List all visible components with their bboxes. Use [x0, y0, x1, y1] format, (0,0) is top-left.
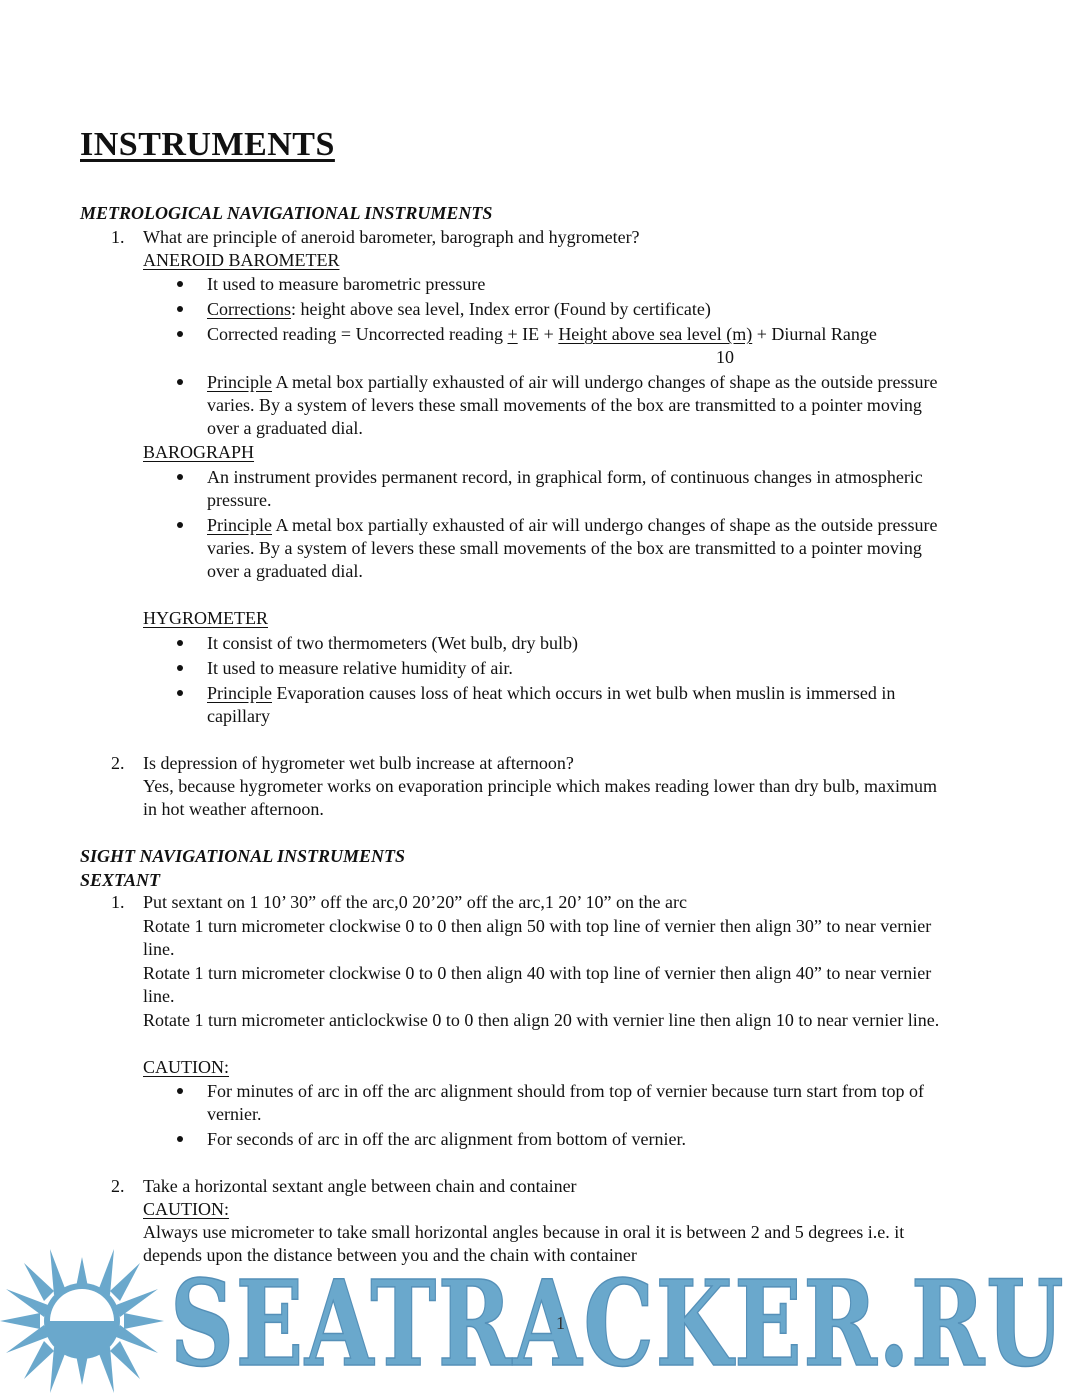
answer-text: in hot weather afternoon.: [143, 799, 324, 819]
question-number: 1.: [111, 227, 125, 247]
bullet-icon: [177, 379, 183, 385]
answer-text: Rotate 1 turn micrometer clockwise 0 to 0 then align 40 with top line of vernier then align 40” to near vernier: [143, 963, 932, 983]
list-item-continuation: vernier.: [207, 1104, 262, 1124]
list-item: It consist of two thermometers (Wet bulb, dry bulb): [207, 633, 578, 653]
bullet-icon: [177, 1136, 183, 1142]
list-item: [207, 514, 938, 537]
bullet-icon: [177, 331, 183, 337]
list-item: [207, 682, 895, 705]
list-item: It used to measure barometric pressure: [207, 274, 486, 294]
question-text: Put sextant on 1 10’ 30” off the arc,0 20’20” off the arc,1 20’ 10” on the arc: [143, 892, 687, 912]
answer-text: Rotate 1 turn micrometer clockwise 0 to 0 then align 50 with top line of vernier then align 30” to near vernier: [143, 916, 932, 936]
question-number: 2.: [111, 1176, 125, 1196]
caution-label: CAUTION:: [143, 1057, 229, 1077]
formula-denominator: 10: [716, 347, 734, 367]
answer-text: Yes, because hygrometer works on evaporation principle which makes reading lower than dry bulb, maximum: [143, 776, 937, 796]
answer-text: line.: [143, 939, 175, 959]
bullet-icon: [177, 1088, 183, 1094]
bullet-icon: [177, 522, 183, 528]
corrections-label: Corrections: [207, 299, 291, 319]
question-text: Take a horizontal sextant angle between chain and container: [143, 1176, 577, 1196]
list-item: An instrument provides permanent record, in graphical form, of continuous changes in atmospheric: [207, 467, 923, 487]
list-item-continuation: varies. By a system of levers these small movements of the box are transmitted to a pointer moving: [207, 538, 922, 558]
answer-text: line.: [143, 986, 175, 1006]
plus-minus-sign: +: [507, 324, 518, 344]
list-item: For minutes of arc in off the arc alignment should from top of vernier because turn start from top of: [207, 1081, 924, 1101]
page-number: 1: [556, 1313, 565, 1333]
principle-text: A metal box partially exhausted of air will undergo changes of shape as the outside pressure: [272, 372, 938, 392]
list-item-continuation: pressure.: [207, 490, 272, 510]
question-number: 1.: [111, 892, 125, 912]
answer-text: depends upon the distance between you and the chain with container: [143, 1245, 637, 1265]
page-title: INSTRUMENTS: [80, 126, 335, 163]
list-item-continuation: over a graduated dial.: [207, 418, 363, 438]
list-item-continuation: capillary: [207, 706, 270, 726]
formula-part: Corrected reading = Uncorrected reading: [207, 324, 508, 344]
list-item: It used to measure relative humidity of air.: [207, 658, 513, 678]
answer-text: Rotate 1 turn micrometer anticlockwise 0 to 0 then align 20 with vernier line then align 10 to near vernier line.: [143, 1010, 940, 1030]
bullet-icon: [177, 640, 183, 646]
principle-text: A metal box partially exhausted of air will undergo changes of shape as the outside pressure: [272, 515, 938, 535]
question-text: What are principle of aneroid barometer, barograph and hygrometer?: [143, 227, 640, 247]
bullet-icon: [177, 690, 183, 696]
bullet-icon: [177, 281, 183, 287]
subsection-heading-sextant: SEXTANT: [80, 870, 161, 890]
principle-label: Principle: [207, 515, 272, 535]
list-item-continuation: varies. By a system of levers these small movements of the box are transmitted to a pointer moving: [207, 395, 922, 415]
bullet-icon: [177, 665, 183, 671]
question-text: Is depression of hygrometer wet bulb increase at afternoon?: [143, 753, 574, 773]
list-item-continuation: over a graduated dial.: [207, 561, 363, 581]
bullet-icon: [177, 474, 183, 480]
subheading-barograph: BAROGRAPH: [143, 442, 255, 462]
bullet-icon: [177, 306, 183, 312]
formula-part: IE +: [517, 324, 559, 344]
subheading-aneroid-barometer: ANEROID BAROMETER: [143, 250, 340, 270]
principle-label: Principle: [207, 372, 272, 392]
formula-line: [207, 323, 877, 346]
section-heading-sight: SIGHT NAVIGATIONAL INSTRUMENTS: [80, 846, 406, 866]
answer-text: Always use micrometer to take small horizontal angles because in oral it is between 2 and 5 degrees i.e. it: [143, 1222, 905, 1242]
formula-numerator: Height above sea level (m): [558, 324, 753, 344]
subheading-hygrometer: HYGROMETER: [143, 608, 268, 628]
caution-label: CAUTION:: [143, 1199, 229, 1219]
list-item: [207, 371, 938, 394]
corrections-text: : height above sea level, Index error (Found by certificate): [290, 299, 711, 319]
watermark-text: SEATRACKER.RU: [170, 1254, 1065, 1393]
question-number: 2.: [111, 753, 125, 773]
watermark: [0, 1235, 1080, 1397]
sun-logo-icon: [0, 1249, 164, 1393]
list-item: [207, 298, 711, 321]
formula-part: + Diurnal Range: [752, 324, 877, 344]
list-item: For seconds of arc in off the arc alignment from bottom of vernier.: [207, 1129, 687, 1149]
section-heading-metrological: METROLOGICAL NAVIGATIONAL INSTRUMENTS: [80, 203, 493, 223]
principle-text: Evaporation causes loss of heat which occurs in wet bulb when muslin is immersed in: [272, 683, 896, 703]
principle-label: Principle: [207, 683, 272, 703]
